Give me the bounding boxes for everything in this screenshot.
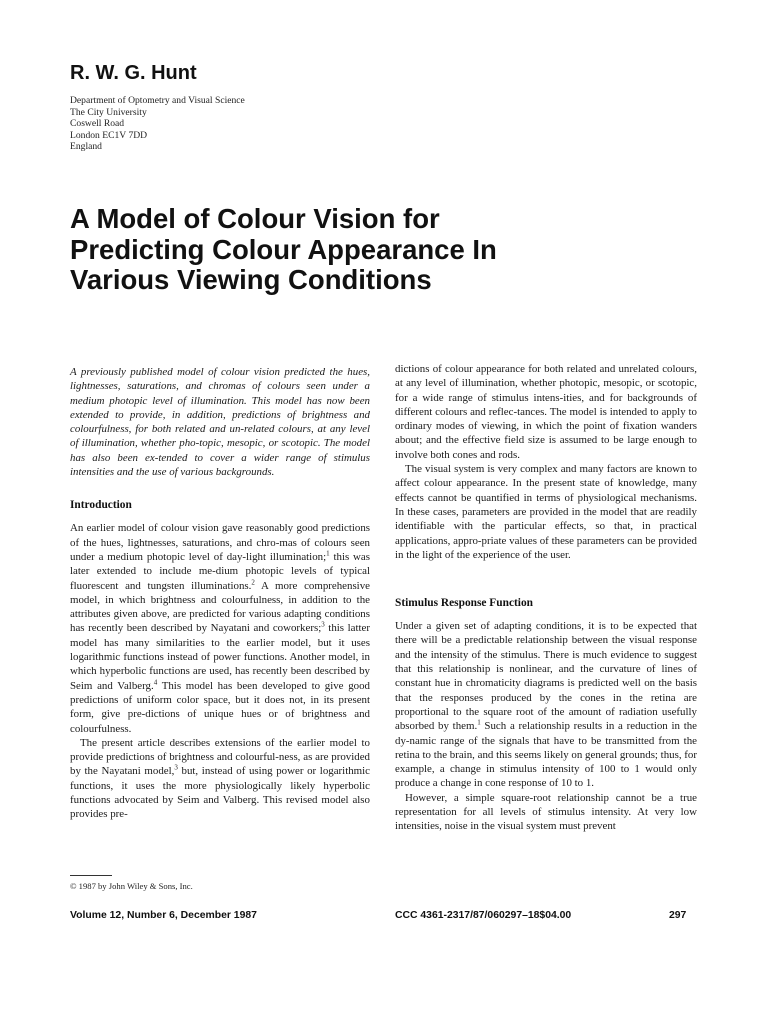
title-line: A Model of Colour Vision for <box>70 203 440 234</box>
stimulus-paragraph-2: However, a simple square-root relationship cannot be a true representation for all levels of stimulus intensity. At very low intensities, noise in the visual system must prevent <box>395 791 697 833</box>
copyright-footnote: © 1987 by John Wiley & Sons, Inc. <box>70 881 193 891</box>
reference-marker: 1 <box>477 718 481 727</box>
body-paragraph-continued: dictions of colour appearance for both related and unrelated colours, at any level of illumination, whether photopic, mesopic, or scotopic, for a wide range of stimulus intens-ities, and for backgrounds of different colours and reflec-tances. The model is intended to apply to ordinary modes of viewing, in which the point of fixation wanders about; and the effective field size is assumed to be large enough to involve both cones and rods. <box>395 363 697 461</box>
text-run: but, instead of using power or logarithmic functions, it uses the more physiologically likely hyperbolic functions advocated by Seim and Valberg. This revised model also provides pre- <box>70 765 370 821</box>
affiliation-line: Coswell Road <box>70 118 125 130</box>
reference-marker: 3 <box>174 763 178 772</box>
affiliation-line: Department of Optometry and Visual Science <box>70 95 245 106</box>
reference-marker: 3 <box>321 620 325 629</box>
left-column <box>70 365 370 822</box>
abstract: A previously published model of colour vision predicted the hues, lightnesses, saturations, and chromas of colours seen under a medium photopic level of illumination. This model has now been extended to provide, in addition, predictions of brightness and colourfulness, for both related and un-related colours, at any level of illumination, whether pho-topic, mesopic, or scotopic. The model has also been ex-tended to cover a wider range of stimulus intensities and the use of various backgrounds. <box>70 366 370 479</box>
page-number: 297 <box>669 910 687 921</box>
author-affiliation <box>70 95 245 153</box>
body-paragraph: The visual system is very complex and many factors are known to affect colour appearance. In the present state of knowledge, many effects cannot be quantified in terms of physiological mechanisms. In these cases, parameters are provided in the model that are readily identifiable with the particular effects, so that, in practical applications, appro-priate values of these parameters can be provided in the light of the experience of the user. <box>395 463 697 561</box>
intro-paragraph-2 <box>70 736 370 822</box>
text-run: Such a relationship results in a reduction in the dy-namic range of the signals that have to be transmitted from the retina to the brain, and this seems likely on general grounds; thus, for example, a change in stimulus intensity of 100 to 1 would only produce a change in cone response of 10 to 1. <box>395 720 697 790</box>
text-run: An earlier model of colour vision gave reasonably good predictions of the hues, lightnesses, saturations, and chro-mas of colours seen under a medium photopic level of day-light illumination; <box>70 522 370 563</box>
footnote-rule <box>70 875 112 876</box>
right-column <box>395 362 697 834</box>
affiliation-line: London EC1V 7DD <box>70 129 148 141</box>
section-heading-stimulus-response: Stimulus Response Function <box>395 597 533 610</box>
author-name: R. W. G. Hunt <box>70 62 197 84</box>
affiliation-line: The City University <box>70 106 147 118</box>
title-line: Predicting Colour Appearance In <box>70 233 497 265</box>
reference-marker: 4 <box>153 678 158 687</box>
text-run: A more comprehensive model, in which brightness and colourfulness, in addition to the attributes given above, are predicted for various adapting conditions has recently been described by Nayatani and coworkers; <box>70 579 370 635</box>
ccc-code: CCC 4361-2317/87/060297–18$04.00 <box>395 910 572 921</box>
article-title <box>70 204 710 296</box>
journal-issue: Volume 12, Number 6, December 1987 <box>70 910 257 921</box>
reference-marker: 1 <box>326 549 330 558</box>
intro-paragraph-1 <box>70 521 370 735</box>
text-run: Under a given set of adapting conditions, it is to be expected that there will be a predictable relationship between the visual response and the intensity of the stimulus. There is much evidence to suggest that this relationship is nonlinear, and the curvature of lines of constant hue in chromaticity diagrams is predicted well on the basis that the responses produced by the cones in the retina are proportional to the square root of the amount of radiation usefully absorbed by them. <box>395 620 697 733</box>
text-run: This model has been developed to give good predictions of uniform color space, but it does not, in its present form, give pre-dictions of unique hues or of brightness and colourfulness. <box>70 679 370 735</box>
title-line: Various Viewing Conditions <box>70 264 432 295</box>
affiliation-line: England <box>70 141 102 153</box>
reference-marker: 2 <box>251 577 255 586</box>
text-run: The present article describes extensions of the earlier model to provide predictions of brightness and colourful-ness, as are provided by the Nayatani model, <box>70 736 370 778</box>
text-run: this latter model has many similarities to the earlier model, but it uses logarithmic functions instead of power functions. Another model, in which hyperbolic functions are used, has recently been described by Seim and Valberg. <box>70 622 370 692</box>
stimulus-paragraph-1 <box>395 619 697 791</box>
section-heading-introduction: Introduction <box>70 499 132 512</box>
text-run: this was later extended to include me-dium photopic levels of typical fluorescent and tungsten illuminations. <box>70 550 370 592</box>
